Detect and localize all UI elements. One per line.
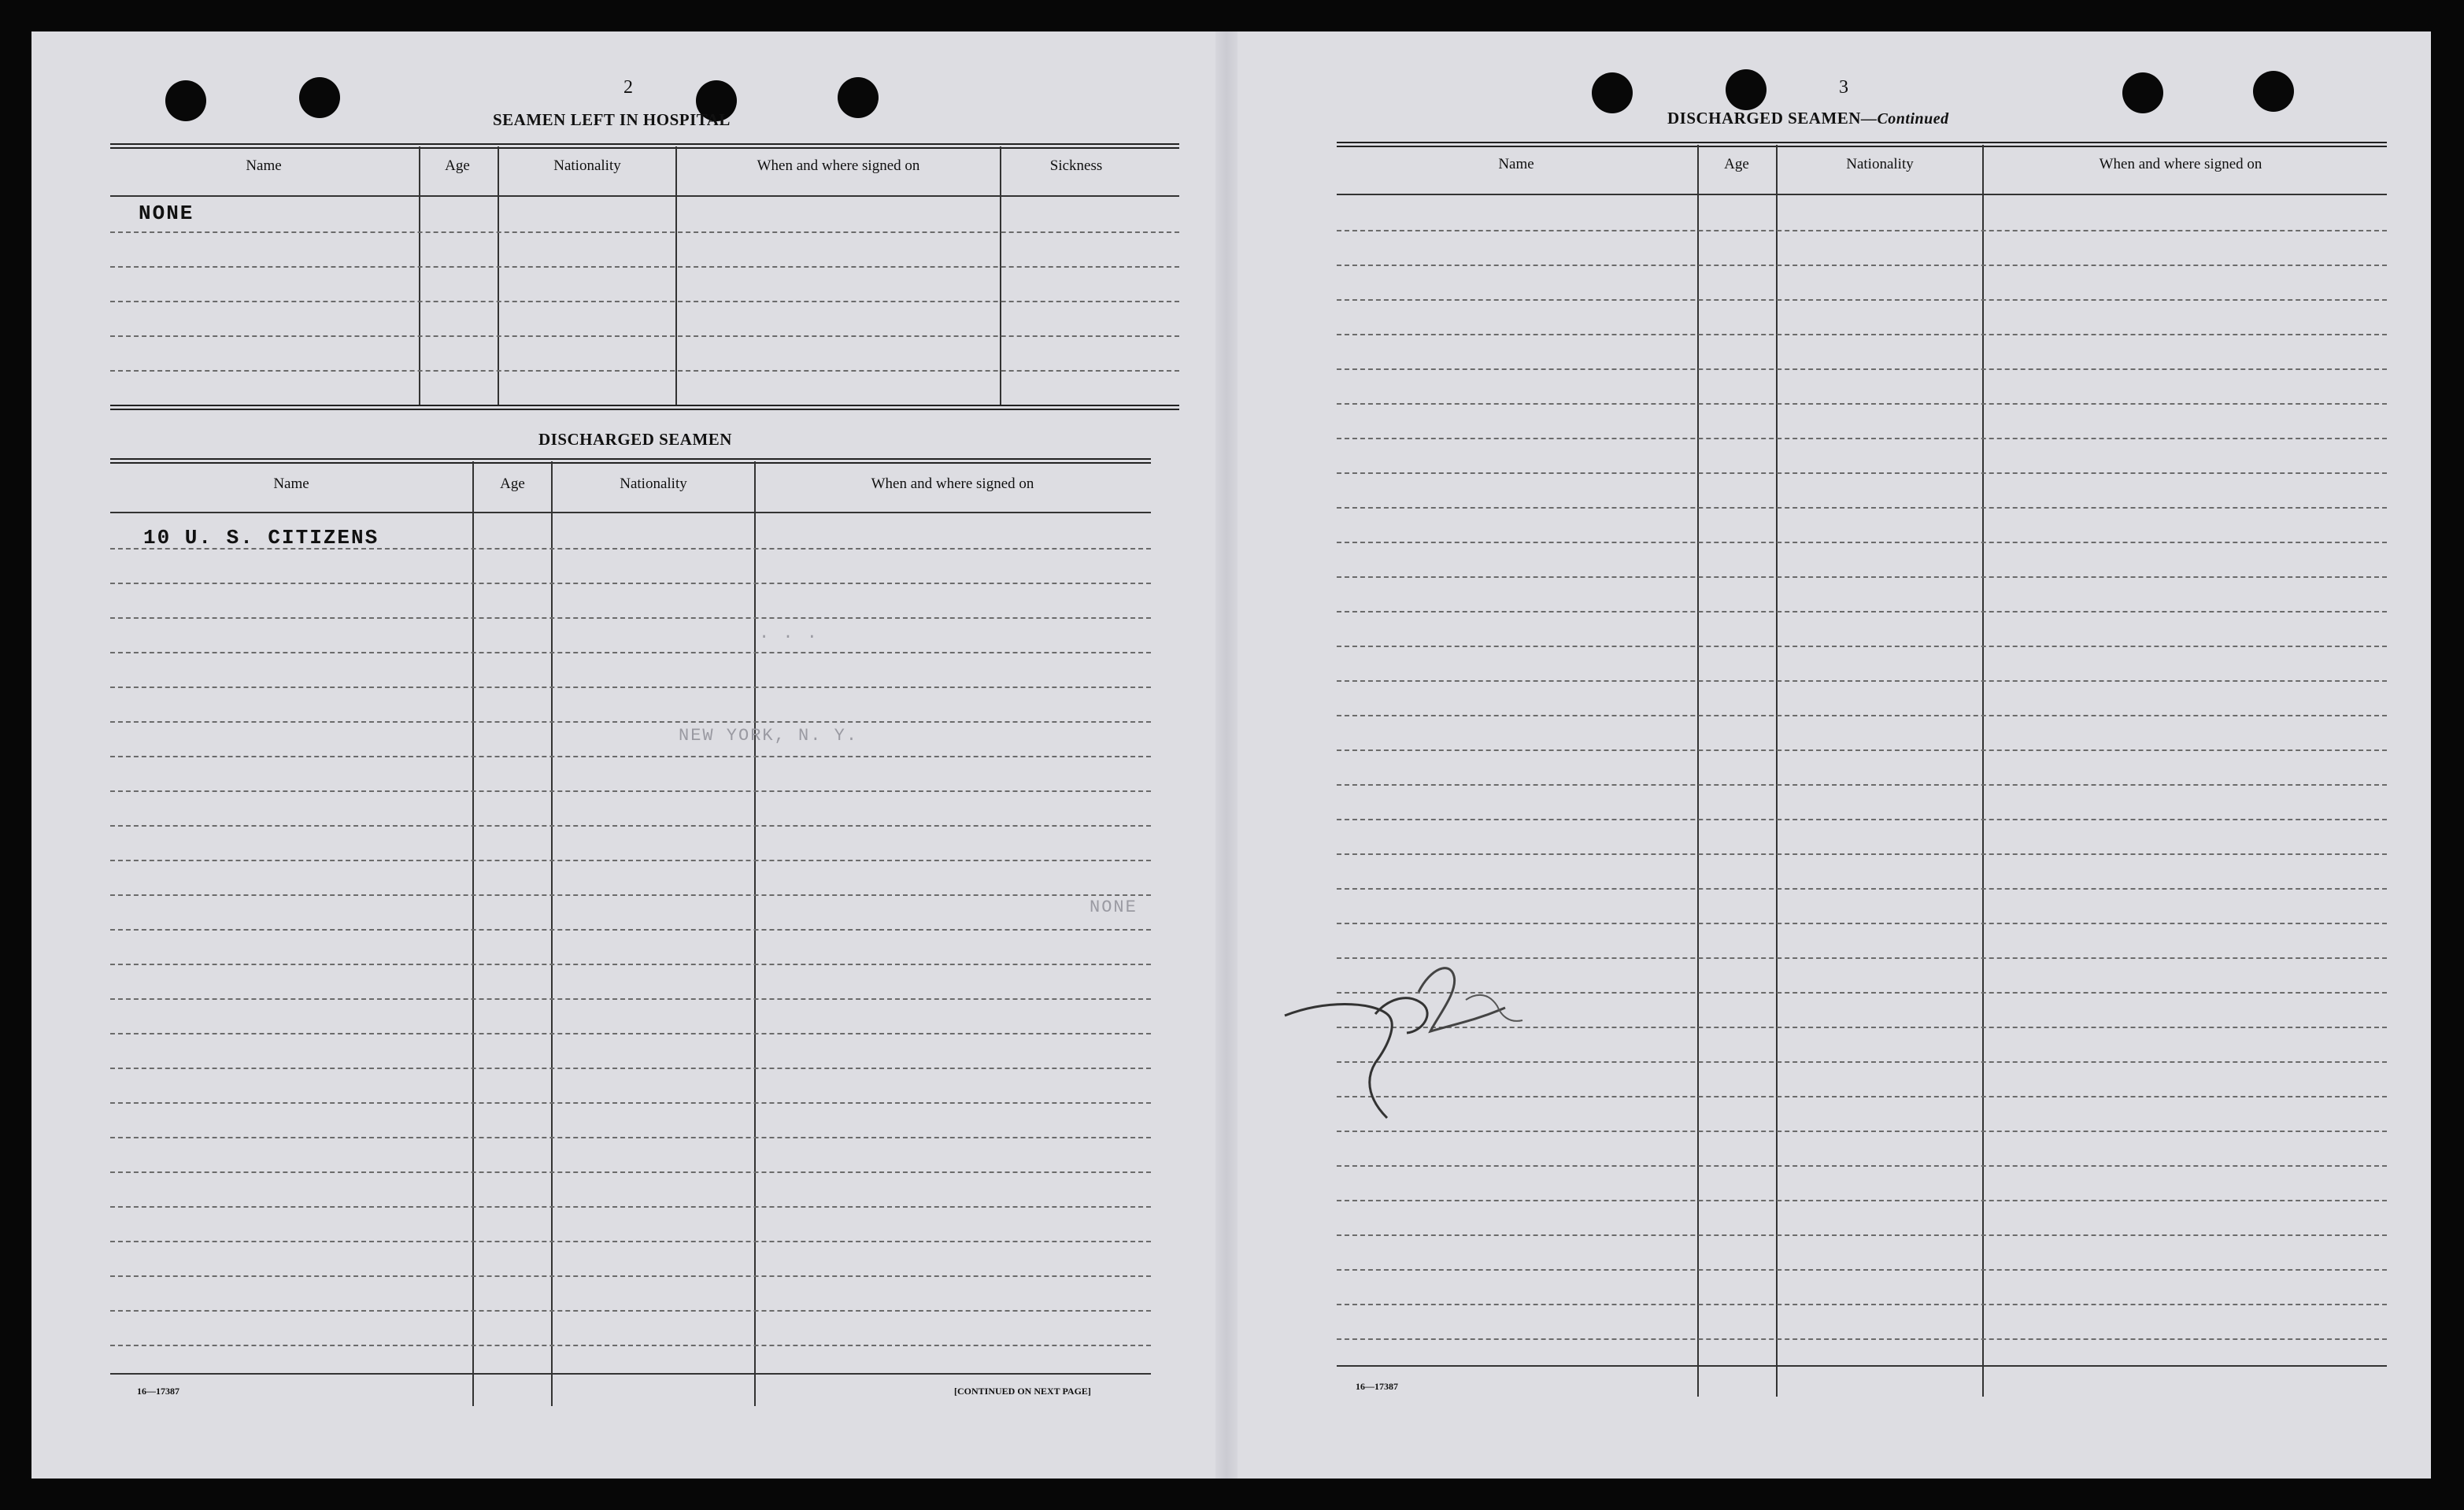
hospital-row-line [110, 231, 1179, 233]
table-row-line [1337, 334, 2387, 335]
table-row-line [110, 1033, 1151, 1034]
table-row-line [110, 929, 1151, 931]
table-row-line [1337, 299, 2387, 301]
table-row-line [110, 1137, 1151, 1138]
table-row-line [110, 1102, 1151, 1104]
table-row-line [1337, 680, 2387, 682]
hospital-table-bottom-rule [110, 405, 1179, 410]
right-table-top-rule [1337, 142, 2387, 147]
table-row-line [1337, 1200, 2387, 1201]
discharged-col-name: Name [273, 476, 309, 492]
page-number: 2 [623, 77, 633, 98]
table-row-line [110, 1171, 1151, 1173]
right-col-age: Age [1724, 156, 1749, 172]
table-row-line [110, 998, 1151, 1000]
right-col-divider [1776, 145, 1778, 1397]
right-title-main: DISCHARGED SEAMEN [1667, 109, 1861, 128]
table-row-line [1337, 1165, 2387, 1167]
table-row-line [110, 617, 1151, 619]
table-row-line [110, 721, 1151, 723]
hospital-col-divider [419, 146, 420, 406]
table-row-line [1337, 819, 2387, 820]
table-row-line [110, 860, 1151, 861]
right-title-suffix: —Continued [1860, 110, 1949, 128]
right-col-signed-on: When and where signed on [2099, 156, 2262, 172]
discharged-col-signed-on: When and where signed on [871, 476, 1034, 492]
hospital-row-line [110, 301, 1179, 302]
table-row-line [1337, 576, 2387, 578]
table-row-line [1337, 784, 2387, 786]
document-sheet [31, 31, 2431, 1479]
hospital-entry: NONE [139, 202, 194, 225]
left-page [31, 31, 1215, 1479]
page-fold [1215, 31, 1238, 1479]
table-row-line [110, 1275, 1151, 1277]
table-row-line [110, 756, 1151, 757]
bleed-through-text: NONE [1090, 897, 1138, 917]
hospital-table-top-rule [110, 143, 1179, 149]
bleed-through-text: . . . [759, 624, 819, 643]
table-row-line [1337, 542, 2387, 543]
discharged-col-divider [472, 461, 474, 1406]
table-row-line [1337, 368, 2387, 370]
table-row-line [110, 825, 1151, 827]
bleed-through-text: NEW YORK, N. Y. [679, 726, 859, 746]
discharged-col-divider [551, 461, 553, 1406]
table-row-line [1337, 230, 2387, 231]
table-row-line [1337, 611, 2387, 613]
table-row-line [1337, 438, 2387, 439]
table-row-line [1337, 923, 2387, 924]
table-row-line [110, 1310, 1151, 1312]
table-row-line [110, 687, 1151, 688]
hospital-col-divider [498, 146, 499, 406]
right-col-divider [1697, 145, 1699, 1397]
hospital-row-line [110, 370, 1179, 372]
table-row-line [1337, 1338, 2387, 1340]
discharged-col-age: Age [500, 476, 525, 492]
table-row-line [1337, 888, 2387, 890]
right-section-title [1667, 109, 1949, 128]
discharged-entry: 10 U. S. CITIZENS [143, 526, 379, 550]
table-row-line [1337, 853, 2387, 855]
table-row-line [1337, 1234, 2387, 1236]
table-row-line [110, 583, 1151, 584]
table-row-line [110, 652, 1151, 653]
hospital-col-sickness: Sickness [1049, 157, 1103, 174]
discharged-col-nationality: Nationality [620, 476, 687, 492]
hospital-col-divider [1000, 146, 1001, 406]
hospital-row-line [110, 335, 1179, 337]
discharged-col-divider [754, 461, 756, 1406]
hospital-col-name: Name [246, 157, 282, 174]
table-row-line [110, 1241, 1151, 1242]
table-row-line [1337, 1269, 2387, 1271]
signature-mark [1269, 945, 1529, 1134]
hospital-col-age: Age [445, 157, 470, 174]
table-row-line [110, 1068, 1151, 1069]
table-row-line [1337, 646, 2387, 647]
table-row-line [1337, 715, 2387, 716]
hospital-col-nationality: Nationality [553, 157, 621, 174]
right-header-rule [1337, 194, 2387, 195]
discharged-table-top-rule [110, 458, 1151, 464]
continued-note: [CONTINUED ON NEXT PAGE] [954, 1386, 1091, 1397]
form-number: 16—17387 [1356, 1381, 1398, 1392]
right-page [1238, 31, 2431, 1479]
discharged-header-rule [110, 512, 1151, 513]
right-table-bottom-rule [1337, 1365, 2387, 1367]
table-row-line [110, 1206, 1151, 1208]
table-row-line [1337, 507, 2387, 509]
page-number: 3 [1839, 77, 1848, 98]
hospital-col-divider [675, 146, 677, 406]
right-col-nationality: Nationality [1846, 156, 1914, 172]
table-row-line [110, 894, 1151, 896]
discharged-section-title: DISCHARGED SEAMEN [538, 430, 732, 449]
right-col-divider [1982, 145, 1984, 1397]
table-row-line [1337, 403, 2387, 405]
table-row-line [1337, 265, 2387, 266]
right-col-name: Name [1498, 156, 1534, 172]
table-row-line [110, 964, 1151, 965]
hospital-section-title: SEAMEN LEFT IN HOSPITAL [493, 110, 731, 129]
discharged-table-bottom-rule [110, 1373, 1151, 1375]
hospital-col-signed-on: When and where signed on [757, 157, 920, 174]
hospital-row-line [110, 266, 1179, 268]
table-row-line [110, 790, 1151, 792]
table-row-line [110, 1345, 1151, 1346]
form-number: 16—17387 [137, 1386, 179, 1397]
table-row-line [1337, 1304, 2387, 1305]
table-row-line [1337, 472, 2387, 474]
hospital-header-rule [110, 195, 1179, 197]
table-row-line [1337, 749, 2387, 751]
